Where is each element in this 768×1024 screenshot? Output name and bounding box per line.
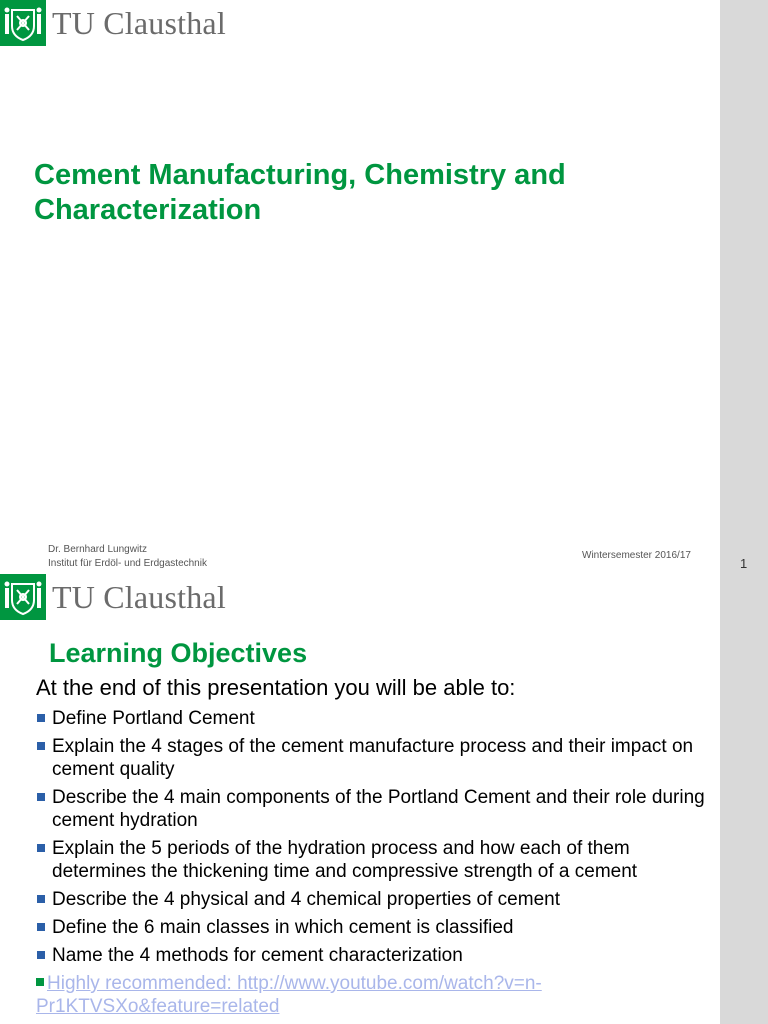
presentation-title: Cement Manufacturing, Chemistry and Characterization	[34, 159, 566, 226]
university-logo	[0, 0, 226, 46]
square-bullet-icon	[37, 714, 45, 722]
list-item	[36, 786, 720, 832]
recommended-link-item	[36, 972, 716, 1018]
objectives-list	[36, 707, 720, 972]
list-item	[36, 735, 720, 781]
list-item	[36, 707, 720, 730]
objective-text: Explain the 4 stages of the cement manufacture process and their impact on cement quality	[52, 736, 694, 780]
objective-text: Explain the 5 periods of the hydration process and how each of them determines the thickening time and compressive strength of a cement	[52, 838, 638, 882]
university-logo	[0, 574, 226, 620]
institute-name: Institut für Erdöl- und Erdgastechnik	[48, 558, 207, 569]
page-number: 1	[740, 556, 748, 571]
objective-text: Describe the 4 main components of the Portland Cement and their role during cement hydration	[52, 787, 705, 831]
list-item	[36, 837, 720, 883]
logo-text: TU Clausthal	[52, 5, 226, 41]
objective-text: Define the 6 main classes in which cement is classified	[52, 917, 514, 938]
tu-clausthal-crest-icon	[0, 0, 46, 46]
square-bullet-icon	[37, 793, 45, 801]
slide-title: Learning Objectives	[49, 638, 308, 668]
slide-2	[0, 572, 720, 1024]
logo-text: TU Clausthal	[52, 579, 226, 615]
intro-text: At the end of this presentation you will be able to:	[36, 675, 516, 700]
youtube-link[interactable]: Highly recommended: http://www.youtube.com/watch?v=n-Pr1KTVSXo&feature=related	[36, 973, 542, 1017]
square-bullet-icon	[37, 742, 45, 750]
objective-text: Define Portland Cement	[52, 708, 255, 729]
list-item	[36, 888, 720, 911]
square-bullet-icon	[37, 895, 45, 903]
square-bullet-icon	[37, 844, 45, 852]
objective-text: Name the 4 methods for cement characterization	[52, 945, 463, 966]
square-bullet-icon	[37, 923, 45, 931]
semester-label: Wintersemester 2016/17	[582, 550, 691, 561]
square-bullet-icon	[37, 951, 45, 959]
right-scroll-rail	[720, 0, 768, 1024]
square-bullet-icon	[36, 978, 44, 986]
list-item	[36, 944, 720, 967]
list-item	[36, 916, 720, 939]
author-info	[48, 543, 207, 571]
author-name: Dr. Bernhard Lungwitz	[48, 544, 147, 555]
tu-clausthal-crest-icon	[0, 574, 46, 620]
objective-text: Describe the 4 physical and 4 chemical properties of cement	[52, 889, 560, 910]
